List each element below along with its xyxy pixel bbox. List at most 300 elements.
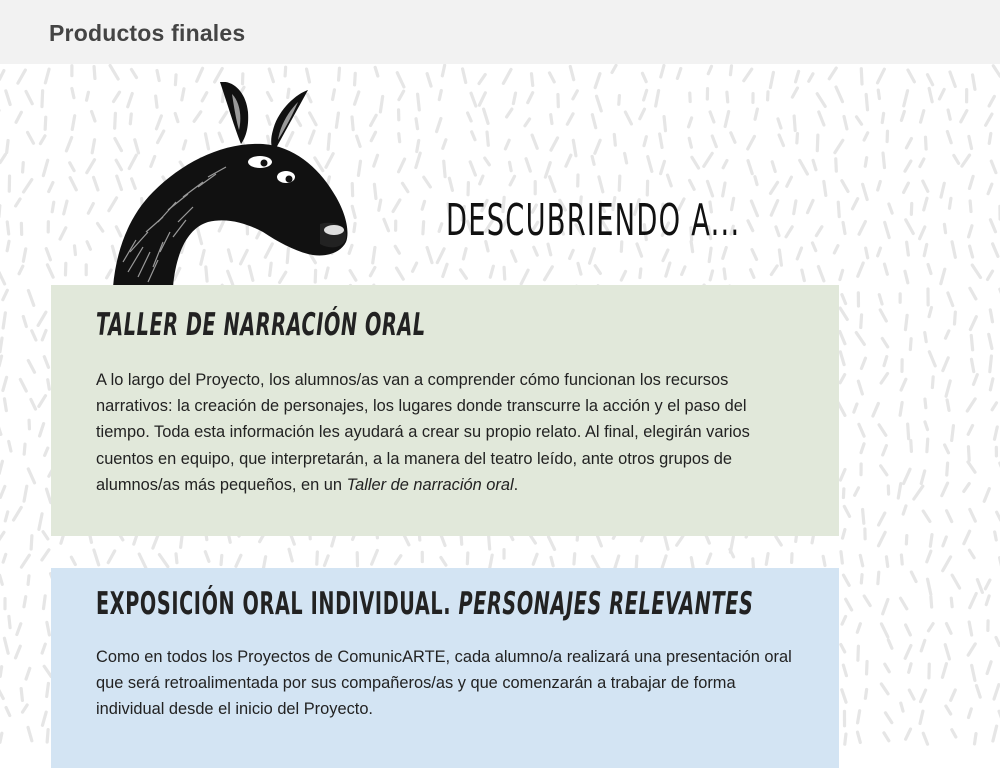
pattern-dash (846, 599, 852, 610)
pattern-dash (925, 137, 926, 149)
pattern-dash (413, 263, 417, 271)
pattern-dash (904, 469, 910, 483)
pattern-dash (776, 227, 779, 236)
pattern-dash (656, 91, 659, 107)
pattern-dash (949, 198, 951, 208)
pattern-dash (397, 73, 404, 87)
pattern-dash (969, 709, 972, 718)
pattern-dash (969, 550, 974, 558)
pattern-dash (923, 511, 930, 521)
pattern-dash (952, 242, 955, 258)
pattern-dash (28, 469, 34, 483)
pattern-dash (94, 550, 99, 565)
pattern-dash (665, 537, 668, 549)
pattern-dash (269, 69, 273, 82)
pattern-dash (28, 290, 33, 305)
pattern-dash (45, 69, 49, 83)
pattern-dash (942, 664, 946, 678)
pattern-dash (358, 161, 360, 175)
pattern-dash (23, 163, 24, 172)
pattern-dash (533, 554, 537, 564)
pattern-dash (842, 295, 846, 304)
pattern-dash (39, 396, 46, 407)
pattern-dash (463, 249, 466, 259)
pattern-dash (730, 549, 734, 556)
pattern-dash (157, 71, 159, 81)
pattern-dash (861, 69, 862, 84)
pattern-dash (943, 358, 948, 371)
pattern-dash (952, 426, 954, 441)
pattern-dash (42, 644, 45, 653)
pattern-dash (612, 65, 616, 72)
pattern-dash (865, 158, 866, 167)
pattern-dash (98, 223, 103, 231)
pattern-dash (24, 180, 32, 192)
pattern-dash (64, 201, 67, 214)
pattern-dash (990, 220, 995, 232)
pattern-dash (642, 73, 646, 81)
pattern-dash (17, 624, 21, 635)
pattern-dash (139, 554, 146, 568)
pattern-dash (943, 557, 951, 571)
pattern-dash (480, 176, 483, 184)
pattern-dash (472, 132, 475, 140)
pattern-dash (357, 136, 360, 146)
pattern-dash (986, 114, 992, 125)
pattern-dash (990, 356, 992, 372)
pattern-dash (42, 330, 46, 339)
pattern-dash (26, 668, 30, 679)
pattern-dash (636, 556, 637, 568)
pattern-dash (787, 177, 792, 186)
pattern-dash (866, 95, 867, 110)
pattern-dash (52, 202, 54, 212)
pattern-dash (444, 161, 445, 176)
pattern-dash (842, 616, 846, 624)
pattern-dash (881, 466, 887, 475)
pattern-dash (521, 270, 528, 284)
pattern-dash (712, 136, 716, 147)
pattern-dash (92, 112, 95, 121)
pattern-dash (176, 554, 177, 563)
pattern-dash (886, 557, 887, 567)
pattern-dash (951, 598, 952, 606)
pattern-dash (797, 134, 798, 143)
pattern-dash (946, 381, 950, 396)
pattern-dash (772, 162, 775, 172)
pattern-dash (914, 486, 923, 499)
pattern-dash (47, 265, 53, 277)
pattern-dash (969, 622, 971, 635)
pattern-dash (996, 638, 1000, 646)
pattern-dash (969, 176, 973, 188)
pattern-dash (925, 333, 926, 342)
page-header (0, 0, 1000, 64)
card-title (96, 586, 753, 622)
card-title-text: EXPOSICIÓN ORAL INDIVIDUAL. (96, 586, 459, 622)
pattern-dash (841, 645, 845, 652)
pattern-dash (621, 271, 625, 280)
page-title: Productos finales (49, 20, 245, 47)
pattern-dash (566, 155, 571, 166)
pattern-dash (813, 160, 816, 169)
pattern-dash (215, 69, 223, 82)
pattern-dash (928, 264, 931, 273)
pattern-dash (908, 70, 914, 82)
pattern-dash (857, 732, 860, 742)
pattern-dash (970, 201, 971, 212)
card-title-italic: PERSONAJES RELEVANTES (459, 586, 754, 622)
pattern-dash (31, 536, 32, 549)
pattern-dash (648, 157, 652, 172)
card-title (96, 307, 426, 343)
card-exposicion-oral (51, 568, 839, 768)
pattern-dash (908, 424, 909, 439)
pattern-dash (317, 552, 318, 564)
pattern-dash (0, 575, 2, 584)
pattern-dash (973, 375, 977, 385)
pattern-dash (748, 136, 755, 149)
pattern-dash (748, 161, 752, 174)
pattern-dash (943, 537, 946, 546)
pattern-dash (23, 249, 25, 262)
pattern-dash (159, 555, 167, 567)
pattern-dash (689, 138, 691, 147)
pattern-dash (28, 361, 34, 373)
pattern-dash (289, 549, 292, 561)
pattern-dash (968, 447, 969, 461)
pattern-dash (599, 177, 603, 192)
pattern-dash (402, 183, 407, 191)
pattern-dash (567, 114, 573, 125)
pattern-dash (43, 532, 48, 539)
pattern-dash (640, 269, 641, 277)
pattern-dash (864, 596, 870, 606)
pattern-dash (551, 557, 553, 565)
pattern-dash (372, 550, 378, 564)
pattern-dash (724, 269, 725, 279)
pattern-dash (903, 506, 906, 514)
pattern-dash (748, 221, 753, 231)
pattern-dash (551, 115, 552, 124)
pattern-dash (7, 141, 8, 153)
pattern-dash (993, 66, 1000, 76)
pattern-dash (973, 75, 975, 89)
pattern-dash (0, 356, 2, 366)
pattern-dash (838, 202, 839, 216)
pattern-dash (47, 730, 48, 742)
pattern-dash (285, 67, 286, 76)
pattern-dash (776, 536, 781, 545)
pattern-dash (72, 116, 74, 130)
pattern-dash (108, 551, 114, 563)
pattern-dash (355, 73, 356, 84)
pattern-dash (46, 249, 50, 260)
pattern-dash (969, 136, 972, 148)
pattern-dash (38, 312, 46, 325)
pattern-dash (794, 116, 795, 130)
hero-title: DESCUBRIENDO A... (446, 195, 740, 246)
pattern-dash (925, 422, 928, 430)
pattern-dash (840, 332, 845, 344)
pattern-dash (845, 734, 846, 744)
pattern-dash (422, 201, 424, 209)
pattern-dash (836, 87, 842, 102)
pattern-dash (808, 200, 813, 212)
pattern-dash (40, 136, 45, 144)
pattern-dash (948, 110, 950, 119)
pattern-dash (924, 198, 927, 210)
pattern-dash (858, 646, 859, 660)
pattern-dash (44, 357, 48, 368)
pattern-dash (753, 559, 754, 569)
pattern-dash (924, 244, 926, 255)
pattern-dash (0, 733, 2, 742)
pattern-dash (710, 112, 714, 122)
llama-illustration-icon (108, 82, 353, 292)
pattern-dash (883, 153, 884, 167)
pattern-dash (884, 357, 887, 366)
pattern-dash (911, 572, 916, 581)
pattern-dash (443, 140, 446, 149)
pattern-dash (928, 579, 931, 594)
pattern-dash (842, 690, 846, 702)
pattern-dash (4, 399, 6, 411)
pattern-dash (397, 268, 404, 279)
pattern-dash (66, 138, 71, 151)
pattern-dash (904, 91, 908, 106)
pattern-dash (857, 624, 860, 633)
pattern-dash (950, 72, 955, 86)
pattern-dash (928, 624, 933, 631)
pattern-dash (573, 91, 577, 99)
pattern-dash (725, 111, 729, 126)
pattern-dash (838, 402, 845, 415)
pattern-dash (0, 689, 3, 698)
pattern-dash (989, 133, 991, 143)
pattern-dash (951, 690, 956, 700)
pattern-dash (910, 339, 911, 350)
pattern-dash (944, 224, 945, 232)
pattern-dash (489, 537, 490, 549)
pattern-dash (197, 68, 203, 81)
pattern-dash (43, 596, 45, 609)
pattern-dash (771, 182, 778, 193)
pattern-dash (47, 683, 49, 696)
pattern-dash (375, 67, 378, 76)
pattern-dash (692, 157, 699, 168)
pattern-dash (990, 310, 992, 322)
pattern-dash (971, 359, 973, 371)
pattern-dash (882, 113, 883, 122)
pattern-dash (395, 556, 400, 564)
pattern-dash (952, 730, 956, 737)
pattern-dash (690, 180, 695, 189)
pattern-dash (878, 69, 885, 83)
pattern-dash (947, 463, 948, 475)
pattern-dash (417, 140, 419, 151)
pattern-dash (880, 310, 886, 321)
pattern-dash (0, 154, 5, 162)
pattern-dash (878, 181, 881, 189)
pattern-dash (487, 132, 488, 145)
pattern-dash (879, 532, 886, 545)
pattern-dash (70, 178, 76, 190)
pattern-dash (878, 90, 879, 98)
pattern-dash (625, 112, 631, 124)
pattern-dash (49, 183, 53, 192)
pattern-dash (829, 68, 836, 79)
pattern-dash (505, 140, 509, 149)
pattern-dash (549, 537, 555, 550)
pattern-dash (23, 705, 28, 712)
pattern-dash (921, 111, 924, 122)
pattern-dash (942, 483, 948, 496)
pattern-dash (858, 711, 860, 723)
pattern-dash (755, 109, 757, 119)
pattern-dash (416, 153, 420, 167)
pattern-dash (0, 486, 4, 497)
pattern-dash (985, 580, 990, 589)
pattern-dash (423, 222, 424, 234)
pattern-dash (664, 117, 665, 131)
pattern-dash (131, 69, 136, 77)
pattern-dash (954, 312, 955, 324)
pattern-dash (885, 222, 889, 237)
pattern-dash (484, 109, 488, 123)
pattern-dash (861, 358, 865, 368)
pattern-dash (399, 134, 400, 142)
pattern-dash (94, 177, 98, 190)
pattern-dash (70, 163, 74, 171)
pattern-dash (968, 644, 975, 655)
pattern-dash (889, 204, 892, 213)
pattern-dash (416, 119, 417, 129)
card-paragraph-text: A lo largo del Proyecto, los alumnos/as van a comprender cómo funcionan los recursos narrativos: la creación de personajes, los lugares donde transcurre la acción y el paso del tiempo. Toda esta información les ayudará a crear su propio relato. Al final, elegirán varios cuentos en equipo, que interpretarán, a la manera del teatro leído, ante otros grupos de alumnos/as más pequeños, en un (96, 371, 750, 494)
pattern-dash (854, 404, 857, 412)
pattern-dash (864, 133, 868, 140)
pattern-dash (723, 248, 726, 259)
pattern-dash (989, 334, 992, 348)
pattern-dash (927, 551, 931, 562)
pattern-dash (26, 91, 32, 103)
pattern-dash (946, 706, 951, 714)
pattern-dash (885, 664, 889, 672)
pattern-dash (24, 444, 25, 454)
pattern-dash (723, 161, 727, 168)
pattern-dash (909, 664, 911, 673)
pattern-dash (0, 338, 2, 352)
pattern-dash (490, 555, 493, 569)
pattern-dash (840, 375, 845, 383)
pattern-dash (947, 511, 952, 522)
pattern-dash (6, 708, 10, 716)
pattern-dash (503, 69, 511, 83)
pattern-dash (592, 115, 595, 128)
pattern-dash (992, 403, 996, 410)
pattern-dash (373, 248, 375, 263)
pattern-dash (504, 267, 505, 279)
pattern-dash (843, 575, 849, 585)
pattern-dash (43, 160, 47, 175)
pattern-dash (977, 580, 982, 593)
pattern-dash (42, 91, 43, 107)
pattern-dash (920, 159, 924, 167)
pattern-dash (861, 315, 862, 328)
pattern-dash (0, 532, 4, 543)
pattern-dash (844, 506, 849, 516)
pattern-dash (550, 177, 555, 192)
pattern-dash (945, 645, 949, 659)
pattern-dash (528, 93, 533, 103)
pattern-dash (595, 74, 600, 88)
pattern-dash (31, 399, 36, 409)
pattern-dash (859, 424, 864, 436)
pattern-dash (972, 665, 975, 680)
pattern-dash (906, 220, 914, 234)
pattern-dash (843, 665, 846, 675)
pattern-dash (861, 575, 862, 583)
pattern-dash (470, 162, 475, 175)
pattern-dash (840, 270, 843, 279)
pattern-dash (771, 266, 777, 275)
pattern-dash (570, 250, 574, 258)
pattern-dash (485, 158, 490, 165)
pattern-dash (578, 263, 581, 274)
pattern-dash (707, 181, 712, 195)
pattern-dash (24, 597, 26, 607)
pattern-dash (393, 200, 400, 211)
pattern-dash (954, 155, 959, 163)
pattern-dash (974, 734, 976, 744)
pattern-dash (861, 444, 864, 453)
pattern-dash (21, 555, 29, 567)
pattern-dash (18, 70, 25, 83)
pattern-dash (677, 536, 683, 545)
pattern-dash (812, 243, 815, 251)
pattern-dash (946, 331, 949, 338)
pattern-dash (928, 75, 933, 85)
pattern-dash (442, 65, 444, 76)
pattern-dash (752, 250, 757, 260)
pattern-dash (905, 271, 908, 283)
pattern-dash (399, 159, 405, 172)
pattern-dash (510, 162, 512, 170)
pattern-dash (859, 222, 865, 235)
pattern-dash (779, 135, 783, 146)
pattern-dash (3, 313, 5, 328)
pattern-dash (882, 338, 887, 346)
pattern-dash (906, 729, 911, 739)
pattern-dash (941, 183, 944, 197)
pattern-dash (990, 379, 993, 390)
pattern-dash (545, 267, 553, 280)
pattern-dash (970, 288, 976, 299)
pattern-dash (531, 536, 536, 543)
pattern-dash (995, 427, 998, 439)
pattern-dash (461, 270, 467, 278)
pattern-dash (929, 308, 931, 317)
pattern-dash (947, 400, 949, 410)
pattern-dash (205, 552, 209, 562)
pattern-dash (863, 184, 868, 199)
pattern-dash (888, 640, 892, 648)
pattern-dash (952, 575, 959, 588)
pattern-dash (590, 249, 595, 263)
pattern-dash (771, 201, 777, 216)
pattern-dash (817, 135, 818, 151)
pattern-dash (550, 73, 555, 82)
